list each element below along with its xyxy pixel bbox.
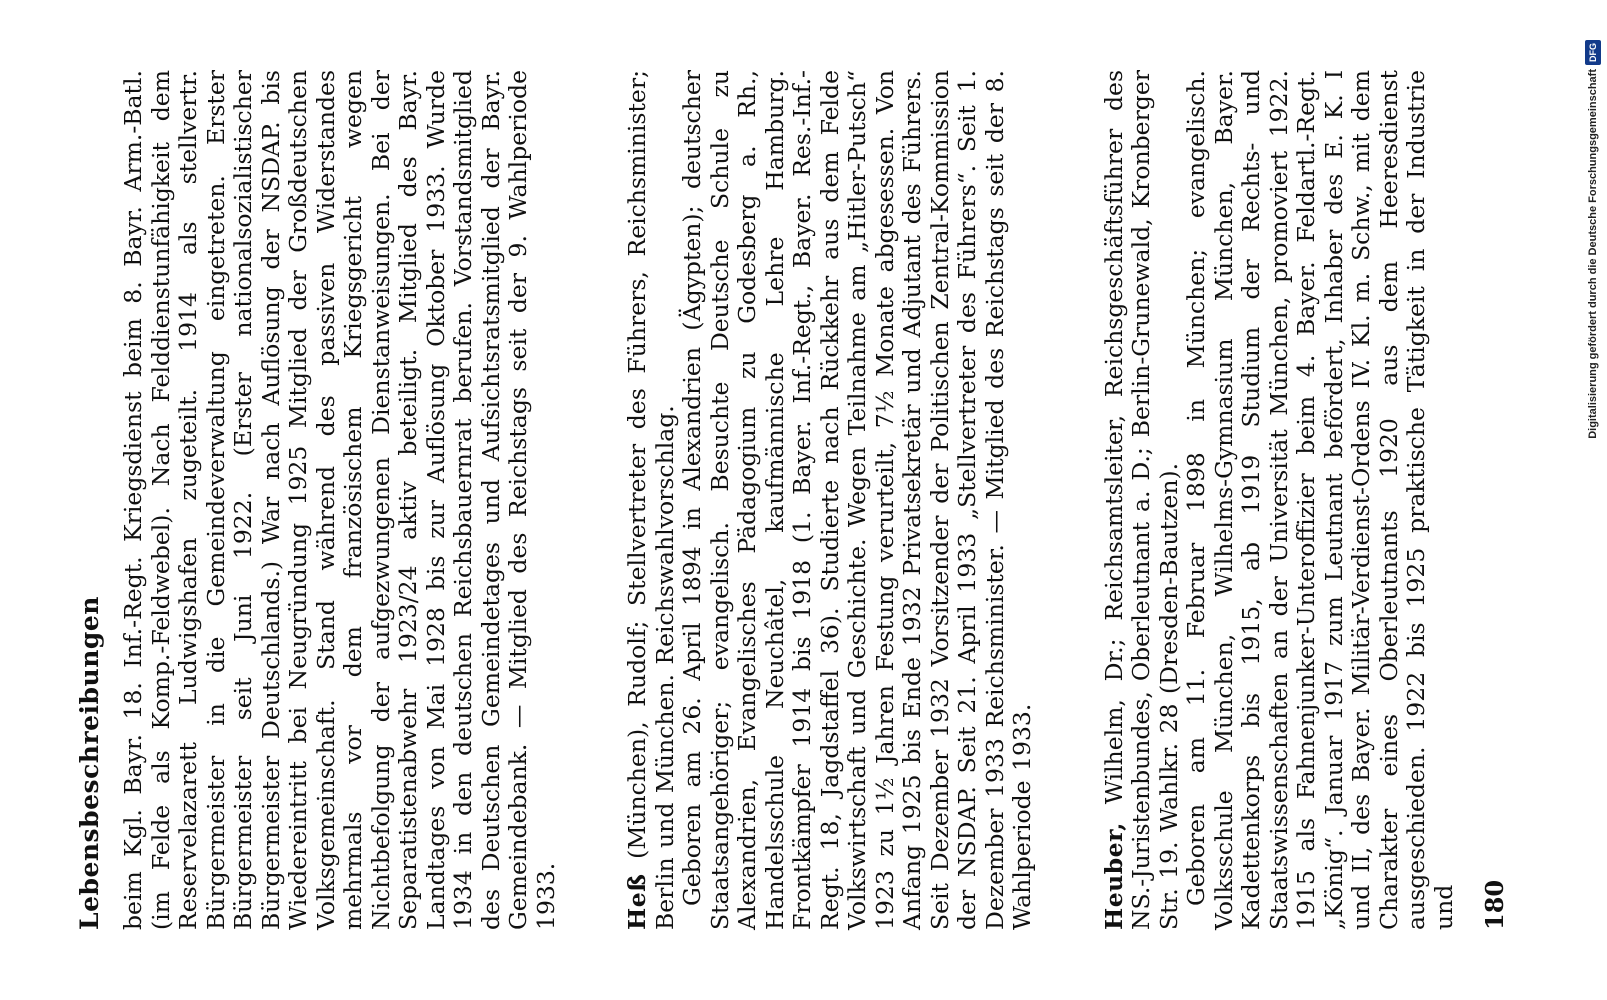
entry-paragraph: Geboren am 11. Februar 1898 in München; evangelisch. Volksschule München, Wilhelms-Gymnasium München, Bayer. Kadettenkorps bis 1915, ab 1919 Studium der Rechts- und Staatswissenschaften an der Universität München, promoviert 1922. 1915 als Fahnenjunker-Unteroffizier beim 4. Bayer. Feldartl.-Regt. „König“. Januar 1917 zum Leutnant befördert, Inhaber des E. K. I und II, des Bayer. Militär-Verdienst-Ordens IV. Kl. m. Schw., mit dem Charakter eines Oberleutnants 1920 aus dem Heeresdienst ausgeschieden. 1922 bis 1925 praktische Tätigkeit in der Industrie und bbox=[1182, 70, 1458, 930]
entry-hess bbox=[624, 70, 1037, 930]
entry-name: Heuber, bbox=[1099, 822, 1128, 930]
digitization-note bbox=[1585, 40, 1601, 970]
running-head: Lebensbeschreibungen bbox=[75, 596, 104, 930]
entry-paragraph bbox=[1101, 70, 1184, 930]
entry-continued bbox=[120, 70, 560, 930]
digitization-note-text: Digitalisierung gefördert durch die Deutsche Forschungsgemeinschaft bbox=[1587, 69, 1599, 439]
entry-name: Heß bbox=[623, 873, 651, 930]
dfg-logo: DFG bbox=[1585, 40, 1601, 65]
entry-paragraph: beim Kgl. Bayr. 18. Inf.-Regt. Kriegsdienst beim 8. Bayr. Arm.-Batl. (im Felde als Komp.-Feldwebel). Nach Felddienstunfähigkeit dem Reservelazarett Ludwigshafen zugeteilt. 1914 als stellvertr. Bürgermeister in die Gemeindeverwaltung eingetreten. Erster Bürgermeister seit Juni 1922. (Erster nationalsozialistischer Bürgermeister Deutschlands.) War nach Auflösung der NSDAP. bis Wiedereintritt bei Neugründung 1925 Mitglied der Großdeutschen Volksgemeinschaft. Stand während des passiven Widerstandes mehrmals vor dem französischem Kriegsgericht wegen Nichtbefolgung der aufgezwungenen Dienstanweisungen. Bei der Separatistenabwehr 1923/24 aktiv beteiligt. Mitglied des Bayr. Landtages von Mai 1928 bis zur Auflösung Oktober 1933. Wurde 1934 in den deutschen Reichsbauernrat berufen. Vorstandsmitglied des Deutschen Gemeindetages und Aufsichtsratsmitglied der Bayr. Gemeindebank. — Mitglied des Reichstags seit der 9. Wahlperiode 1933. bbox=[119, 70, 560, 930]
entry-heading-text: (München), Rudolf; Stellvertreter des Führers, Reichsminister; Berlin und München. Reichswahlvorschlag. bbox=[623, 70, 679, 930]
entry-heuber bbox=[1101, 70, 1459, 930]
entry-paragraph: Geboren am 26. April 1894 in Alexandrien (Ägypten); deutscher Staatsangehöriger; evangelisch. Besuchte Deutsche Schule zu Alexandrien, Evangelisches Pädagogium zu Godesberg a. Rh., Handelsschule Neuchâtel, kaufmännische Lehre Hamburg. Frontkämpfer 1914 bis 1918 (1. Bayer. Inf.-Regt., Bayer. Res.-Inf.-Regt. 18, Jagdstaffel 36). Studierte nach Rückkehr aus dem Felde Volkswirtschaft und Geschichte. Wegen Teilnahme am „Hitler-Putsch“ 1923 zu 1½ Jahren Festung verurteilt, 7½ Monate abgesessen. Von Anfang 1925 bis Ende 1932 Privatsekretär und Adjutant des Führers. Seit Dezember 1932 Vorsitzender der Politischen Zentral-Kommission der NSDAP. Seit 21. April 1933 „Stellvertreter des Führers“. Seit 1. Dezember 1933 Reichsminister. — Mitglied des Reichstags seit der 8. Wahlperiode 1933. bbox=[678, 70, 1036, 930]
entry-heading-text: Wilhelm, Dr.; Reichsamtsleiter, Reichsgeschäftsführer des NS.-Juristenbundes, Oberleutnant a. D.; Berlin-Grunewald, Kronberger Str. 19. Wahlkr. 28 (Dresden-Bautzen). bbox=[1099, 70, 1183, 930]
entry-paragraph bbox=[624, 70, 679, 930]
page-number: 180 bbox=[1480, 879, 1509, 930]
